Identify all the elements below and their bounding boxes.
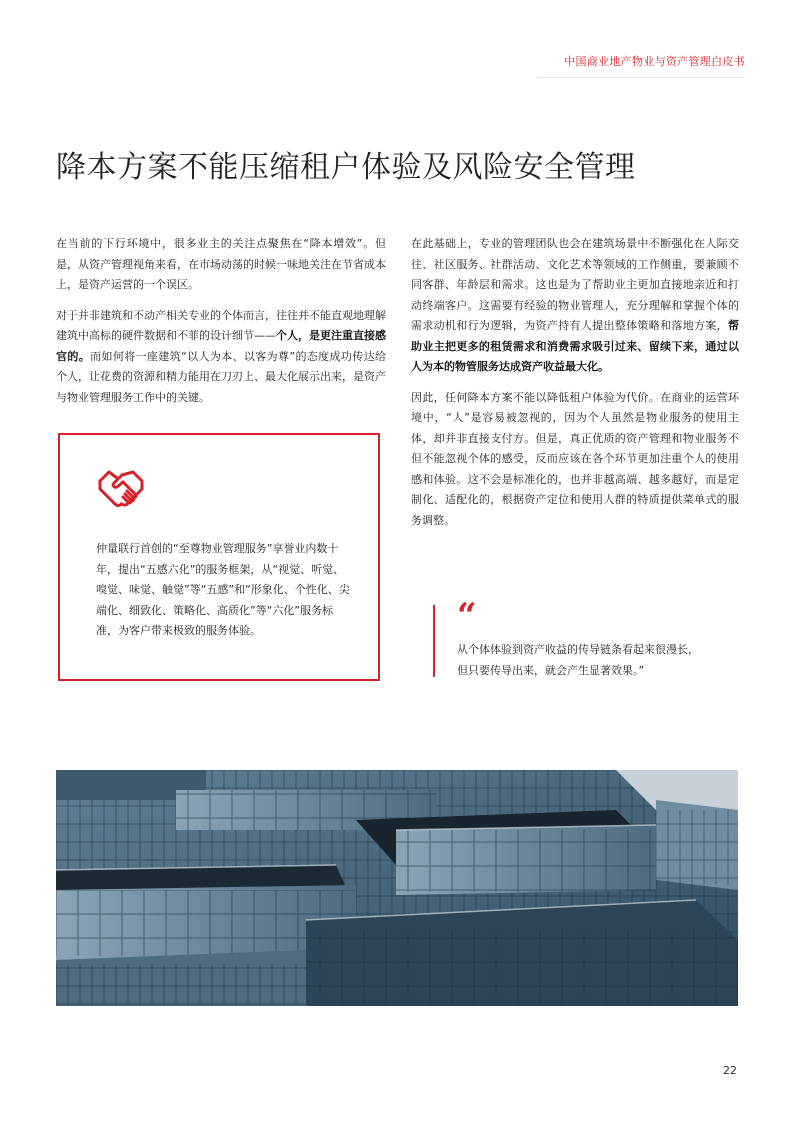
quote-line-2: 但只要传导出来，就会产生显著效果。” bbox=[457, 663, 645, 677]
header-title: 中国商业地产物业与资产管理白皮书 bbox=[564, 55, 745, 68]
left-column bbox=[56, 234, 386, 418]
left-paragraph-2-bold: 个人，是更注重直接感官的。 bbox=[56, 329, 386, 363]
quote-bar bbox=[433, 605, 435, 677]
quote-line-1: 从个体体验到资产收益的传导链条看起来很漫长， bbox=[457, 643, 699, 656]
quote-text bbox=[457, 640, 739, 681]
page-number: 22 bbox=[723, 1064, 737, 1077]
header-divider bbox=[538, 77, 745, 78]
right-paragraph-2: 因此，任何降本方案不能以降低租户体验为代价。在商业的运营环境中，“人”是容易被忽视的，因为个人虽然是物业服务的使用主体，却并非直接支付方。但是，真正优质的资产管理和物业服务不但不能忽视个体的感受，反而应该在各个环节更加注重个人的使用感和体验。这不会是标准化的，也并非越高端、越多越好，而是定制化、适配化的，根据资产定位和使用人群的特质提供菜单式的服务调整。 bbox=[411, 390, 739, 527]
highlight-box bbox=[58, 433, 380, 681]
left-paragraph-2-text-b: 而如何将一座建筑“以人为本、以客为尊”的态度成功传达给个人，让花费的资源和精力能用在刀刃上、最大化展示出来，是资产与物业管理服务工作中的关键。 bbox=[56, 349, 387, 404]
pull-quote bbox=[433, 596, 739, 677]
page-title: 降本方案不能压缩租户体验及风险安全管理 bbox=[56, 150, 636, 185]
right-paragraph-1-text: 在此基础上，专业的管理团队也会在建筑场景中不断强化在人际交往、社区服务、社群活动、文化艺术等领域的工作侧重，要兼顾不同客群、年龄层和需求。这也是为了帮助业主更加直接地亲近和打动终端客户。这需要有经验的物业管理人，充分理解和掌握个体的需求动机和行为逻辑，为资产持有人提出整体策略和落地方案， bbox=[411, 237, 739, 332]
right-column bbox=[411, 234, 739, 541]
building-photo bbox=[56, 770, 738, 1006]
left-paragraph-2-text-a: 对于并非建筑和不动产相关专业的个体而言，往往并不能直观地理解建筑中高标的硬件数据和不菲的设计细节—— bbox=[56, 308, 386, 342]
handshake-icon bbox=[96, 465, 146, 511]
right-paragraph-1 bbox=[411, 234, 739, 378]
quote-mark-icon: “ bbox=[457, 596, 477, 636]
highlight-box-text: 仲量联行首创的“至尊物业管理服务”享誉业内数十年，提出“五感六化”的服务框架，从“视觉、听觉、嗅觉、味觉、触觉”等“五感”和“形象化、个性化、尖端化、细致化、策略化、高质化”等“六化”服务标准，为客户带来极致的服务体验。 bbox=[96, 542, 350, 637]
right-paragraph-1-bold: 帮助业主把更多的租赁需求和消费需求吸引过来、留续下来，通过以人为本的物管服务达成资产收益最大化。 bbox=[411, 319, 739, 373]
left-paragraph-2 bbox=[56, 306, 386, 409]
left-paragraph-1: 在当前的下行环境中，很多业主的关注点聚焦在“降本增效”。但是，从资产管理视角来看，在市场动荡的时候一味地关注在节省成本上，是资产运营的一个误区。 bbox=[56, 237, 386, 291]
